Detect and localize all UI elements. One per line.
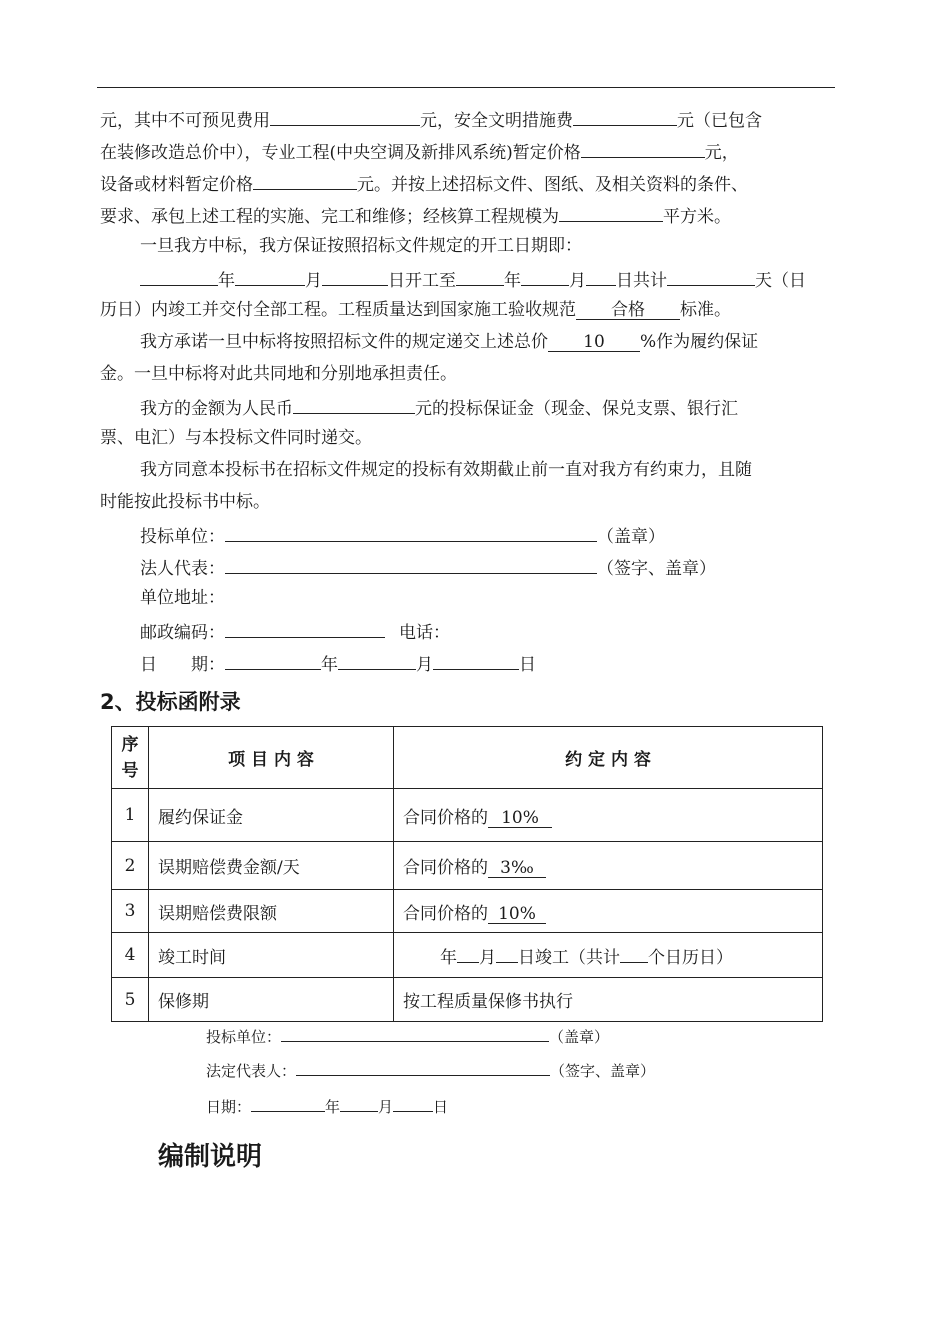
sign-rep-row <box>140 556 716 579</box>
label: 法人代表： <box>140 559 225 579</box>
label: 投标单位： <box>140 527 225 547</box>
cell-seq: 4 <box>112 933 149 978</box>
text: 日 <box>433 1098 449 1116</box>
blank-total-days[interactable] <box>667 268 755 286</box>
text: 月 <box>569 271 586 291</box>
text: 标准。 <box>680 300 731 320</box>
sign-post-row <box>140 620 450 643</box>
body-line-7 <box>100 300 731 320</box>
blank-year[interactable] <box>251 1096 325 1112</box>
text: 年 <box>218 271 235 291</box>
body-line-10 <box>140 396 738 419</box>
text: 元的投标保证金（现金、保兑支票、银行汇 <box>415 399 738 419</box>
note: （盖章） <box>597 527 665 547</box>
text: 在装修改造总价中），专业工程(中央空调及新排风系统)暂定价格 <box>100 143 581 163</box>
header-rule <box>97 87 835 88</box>
text: 月 <box>305 271 322 291</box>
blank-contingency[interactable] <box>270 108 420 126</box>
cell-seq: 2 <box>112 842 149 890</box>
blank-end-day[interactable] <box>586 268 616 286</box>
body-line-3 <box>100 172 748 195</box>
blank-safety-fee[interactable] <box>573 108 677 126</box>
blank-day[interactable] <box>393 1096 433 1112</box>
table-row <box>112 890 823 933</box>
blank-start-month[interactable] <box>235 268 305 286</box>
label: 电话： <box>399 623 450 643</box>
performance-bond-percent[interactable]: 10 <box>548 334 640 352</box>
header-item: 项 目 内 容 <box>149 727 394 789</box>
quality-standard-value[interactable]: 合格 <box>576 302 680 320</box>
blank-month[interactable] <box>340 1096 378 1112</box>
text: 天（日 <box>755 271 806 291</box>
sign-date-row <box>140 652 536 675</box>
sign2-unit-row <box>206 1026 609 1047</box>
body-line-1 <box>100 108 762 131</box>
text: 日开工至 <box>388 271 456 291</box>
blank-bidder-unit[interactable] <box>225 524 597 542</box>
cell-seq: 1 <box>112 789 149 842</box>
cell-seq: 5 <box>112 978 149 1022</box>
blank-bid-bond-amount[interactable] <box>293 396 415 414</box>
label: 邮政编码： <box>140 623 225 643</box>
label: 法定代表人： <box>206 1062 297 1080</box>
text: %作为履约保证 <box>640 332 759 352</box>
text: 我方的金额为人民币 <box>140 399 293 419</box>
blank-days[interactable] <box>620 945 648 963</box>
text: 月 <box>416 655 433 675</box>
note: （签字、盖章） <box>550 1062 656 1080</box>
body-line-12: 我方同意本投标书在招标文件规定的投标有效期截止前一直对我方有约束力，且随 <box>140 460 752 480</box>
value[interactable]: 3‰ <box>488 860 546 878</box>
sign-unit-row <box>140 524 665 547</box>
cell-agreed: 合同价格的 10% <box>394 789 823 842</box>
appendix-title: 2、投标函附录 <box>100 690 241 714</box>
label: 日 期： <box>140 655 225 675</box>
label: 日期： <box>206 1098 252 1116</box>
body-line-13: 时能按此投标书中标。 <box>100 492 270 512</box>
text: 年 <box>325 1098 341 1116</box>
text: 元，安全文明措施费 <box>420 111 573 131</box>
body-line-4 <box>100 204 731 227</box>
cell-item: 误期赔偿费金额/天 <box>149 842 394 890</box>
blank-year[interactable] <box>457 945 479 963</box>
text: 要求、承包上述工程的实施、完工和维修；经核算工程规模为 <box>100 207 559 227</box>
text: 日共计 <box>616 271 667 291</box>
blank-start-year[interactable] <box>140 268 218 286</box>
blank-postcode[interactable] <box>225 620 385 638</box>
blank-bidder-unit[interactable] <box>281 1026 549 1042</box>
table-row <box>112 842 823 890</box>
text: 年 <box>321 655 338 675</box>
table-row <box>112 978 823 1022</box>
blank-end-year[interactable] <box>456 268 504 286</box>
blank-month[interactable] <box>496 945 518 963</box>
blank-day[interactable] <box>433 652 519 670</box>
cell-agreed: 按工程质量保修书执行 <box>394 978 823 1022</box>
text: 平方米。 <box>663 207 731 227</box>
blank-project-scale[interactable] <box>559 204 663 222</box>
value[interactable]: 10% <box>488 810 552 828</box>
note: （签字、盖章） <box>597 559 716 579</box>
table-header-row <box>112 727 823 789</box>
body-line-11: 票、电汇）与本投标文件同时递交。 <box>100 428 372 448</box>
header-seq: 序号 <box>112 727 149 789</box>
blank-legal-rep[interactable] <box>296 1060 550 1076</box>
body-line-6 <box>140 268 806 291</box>
cell-agreed: 合同价格的 10% <box>394 890 823 933</box>
text: 月 <box>378 1098 394 1116</box>
text: 元，其中不可预见费用 <box>100 111 270 131</box>
text: 元（已包含 <box>677 111 762 131</box>
text: 年 <box>504 271 521 291</box>
cell-item: 误期赔偿费限额 <box>149 890 394 933</box>
blank-start-day[interactable] <box>322 268 388 286</box>
label: 投标单位： <box>206 1028 282 1046</box>
sign2-rep-row <box>206 1060 655 1081</box>
cell-item: 履约保证金 <box>149 789 394 842</box>
sign-address-label: 单位地址： <box>140 588 225 608</box>
sign2-date-row <box>206 1096 448 1117</box>
body-line-2 <box>100 140 739 163</box>
blank-material-price[interactable] <box>253 172 357 190</box>
cell-agreed: 合同价格的 3‰ <box>394 842 823 890</box>
section-title: 编制说明 <box>158 1142 263 1172</box>
body-line-5: 一旦我方中标，我方保证按照招标文件规定的开工日期即： <box>140 236 582 256</box>
cell-agreed: 年 月 日竣工（共计 个日历日） <box>394 933 823 978</box>
text: 历日）内竣工并交付全部工程。工程质量达到国家施工验收规范 <box>100 300 576 320</box>
text: 元， <box>704 143 739 163</box>
blank-end-month[interactable] <box>521 268 569 286</box>
blank-legal-rep[interactable] <box>225 556 597 574</box>
blank-month[interactable] <box>338 652 416 670</box>
blank-year[interactable] <box>225 652 321 670</box>
header-agreed: 约 定 内 容 <box>394 727 823 789</box>
table-row <box>112 789 823 842</box>
text: 元。并按上述招标文件、图纸、及相关资料的条件、 <box>357 175 748 195</box>
text: 我方承诺一旦中标将按照招标文件的规定递交上述总价 <box>140 332 548 352</box>
blank-specialty-price[interactable] <box>581 140 705 158</box>
note: （盖章） <box>549 1028 610 1046</box>
body-line-9: 金。一旦中标将对此共同地和分别地承担责任。 <box>100 364 457 384</box>
table-row <box>112 933 823 978</box>
body-line-8 <box>140 332 758 352</box>
text: 设备或材料暂定价格 <box>100 175 253 195</box>
cell-item: 保修期 <box>149 978 394 1022</box>
cell-item: 竣工时间 <box>149 933 394 978</box>
appendix-table <box>111 726 823 1022</box>
cell-seq: 3 <box>112 890 149 933</box>
value[interactable]: 10% <box>488 906 546 924</box>
text: 日 <box>519 655 536 675</box>
